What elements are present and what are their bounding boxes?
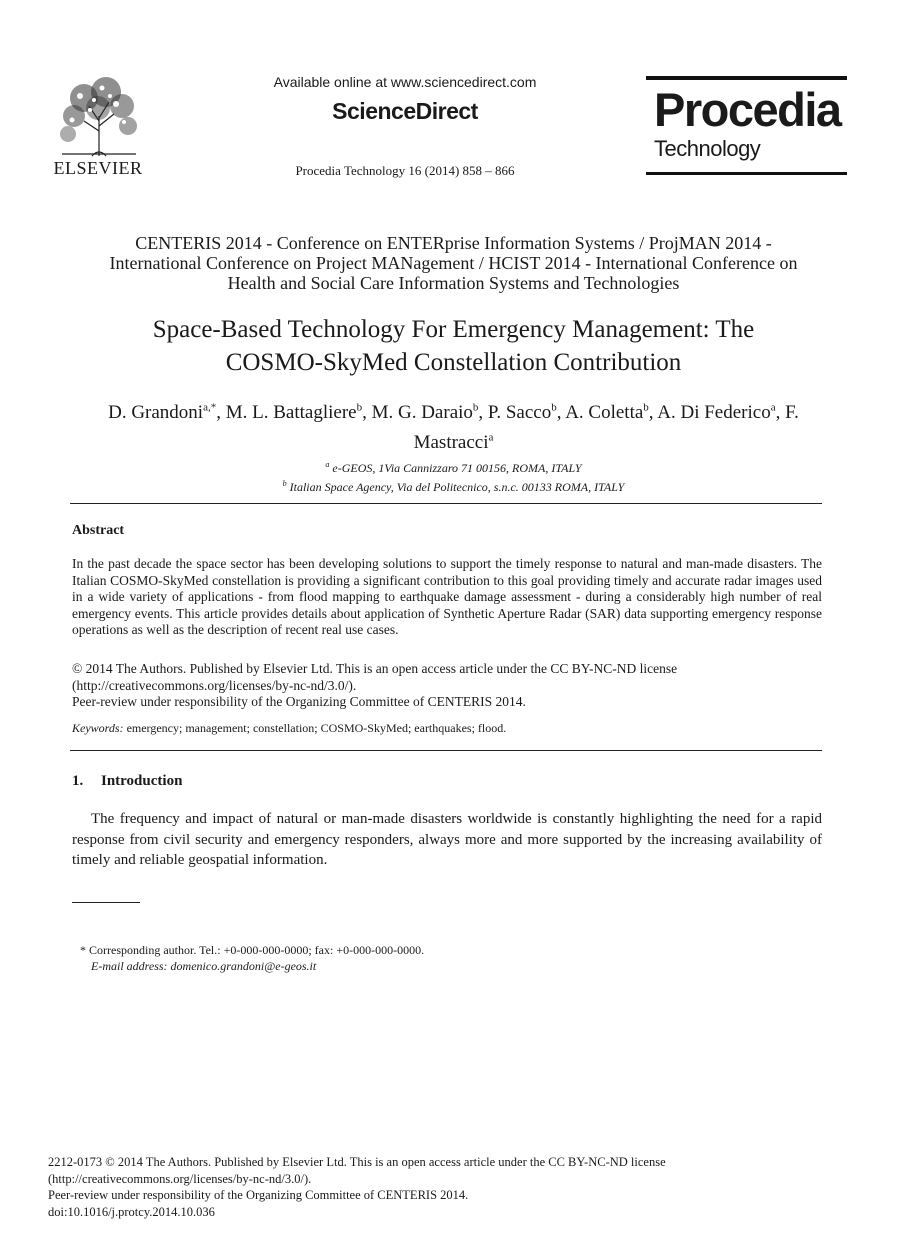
- conference-line: CENTERIS 2014 - Conference on ENTERprise Information Systems / ProjMAN 2014 -: [135, 233, 772, 253]
- keywords-label: Keywords:: [72, 721, 124, 735]
- corresponding-author-footnote: [80, 942, 680, 974]
- conference-line: Health and Social Care Information Systems and Technologies: [227, 273, 680, 293]
- copyright-notice: [72, 661, 822, 711]
- license-link[interactable]: (http://creativecommons.org/licenses/by-nc-nd/3.0/).: [72, 677, 357, 693]
- peer-review-line: Peer-review under responsibility of the Organizing Committee of CENTERIS 2014.: [48, 1188, 469, 1202]
- author: A. Coletta$^b$,: [565, 402, 658, 424]
- copyright-line: © 2014 The Authors. Published by Elsevier Ltd. This is an open access article under the CC BY-NC-ND license: [72, 661, 678, 676]
- peer-review-line: Peer-review under responsibility of the Organizing Committee of CENTERIS 2014.: [72, 694, 526, 709]
- title-line: COSMO-SkyMed Constellation Contribution: [225, 349, 682, 376]
- elsevier-tree-icon: [54, 76, 144, 158]
- author: M. G. Daraio$^b$,: [371, 402, 488, 424]
- logo-top-rule: [646, 76, 847, 80]
- sciencedirect-logo: ScienceDirect: [332, 98, 478, 124]
- divider: [70, 503, 822, 504]
- email-address[interactable]: domenico.grandoni@e-geos.it: [167, 959, 317, 973]
- procedia-logo: [646, 76, 847, 176]
- paper-title: [60, 313, 847, 379]
- affiliations: [100, 457, 807, 495]
- keywords-list: emergency; management; constellation; COSMO-SkyMed; earthquakes; flood.: [123, 721, 507, 735]
- abstract-heading: Abstract: [72, 523, 125, 538]
- author: D. Grandoni$^{a,*}$,: [108, 402, 226, 424]
- conference-line: International Conference on Project MANagement / HCIST 2014 - International Conference on: [109, 253, 798, 273]
- section-number: 1.: [72, 773, 84, 789]
- elsevier-logo: [48, 74, 148, 178]
- author: M. L. Battagliere$^b$,: [225, 402, 372, 424]
- issn-block: [48, 1154, 828, 1220]
- author: F. Mastracci$^a$: [413, 402, 799, 453]
- abstract-text: In the past decade the space sector has been developing solutions to support the timely response to natural and man-made disasters. The Italian COSMO-SkyMed constellation is providing a significant contribution to this goal providing timely and accurate radar images used in a wide variety of applications - from flood mapping to earthquake damage assessment - during a considerably high number of real emergency events. This article provides details about application of Synthetic Aperture Radar (SAR) data supporting emergency response operations as well as the description of recent real use cases.: [72, 556, 822, 637]
- procedia-logo-text: Procedia: [654, 83, 841, 136]
- logo-bottom-rule: [646, 172, 847, 175]
- affiliation: $^b$ Italian Space Agency, Via del Politecnico, s.n.c. 00133 ROMA, ITALY: [282, 479, 625, 494]
- footnote-email: E-mail address: domenico.grandoni@e-geos.it: [91, 959, 317, 973]
- section-heading: [72, 773, 182, 790]
- issn-line: 2212-0173 © 2014 The Authors. Published by Elsevier Ltd. This is an open access article under the CC BY-NC-ND license: [48, 1155, 666, 1169]
- keywords: [72, 721, 822, 736]
- footnote-contact: * Corresponding author. Tel.: +0-000-000-0000; fax: +0-000-000-0000.: [80, 943, 425, 957]
- publisher-name: ELSEVIER: [53, 158, 143, 178]
- author: A. Di Federico$^a$,: [657, 402, 786, 424]
- author-list: [90, 396, 817, 455]
- conference-title: [60, 233, 847, 293]
- title-line: Space-Based Technology For Emergency Management: The: [152, 316, 755, 343]
- doi-link[interactable]: doi:10.1016/j.protcy.2014.10.036: [48, 1204, 215, 1219]
- author: P. Sacco$^b$,: [487, 402, 566, 424]
- introduction-paragraph: The frequency and impact of natural or man-made disasters worldwide is constantly highlighting the need for a rapid response from civil security and emergency responders, always more and more supported by the increasing availability of timely and reliable geospatial information.: [72, 811, 822, 868]
- available-online-link[interactable]: Available online at www.sciencedirect.com: [273, 74, 537, 90]
- license-link[interactable]: (http://creativecommons.org/licenses/by-nc-nd/3.0/).: [48, 1171, 312, 1186]
- procedia-logo-subtitle: Technology: [654, 136, 761, 161]
- affiliation: $^a$ e-GEOS, 1Via Cannizzaro 71 00156, ROMA, ITALY: [325, 460, 582, 475]
- divider: [70, 750, 822, 751]
- journal-reference: Procedia Technology 16 (2014) 858 – 866: [295, 163, 515, 178]
- section-title: Introduction: [101, 773, 183, 789]
- footnote-divider: [72, 902, 140, 903]
